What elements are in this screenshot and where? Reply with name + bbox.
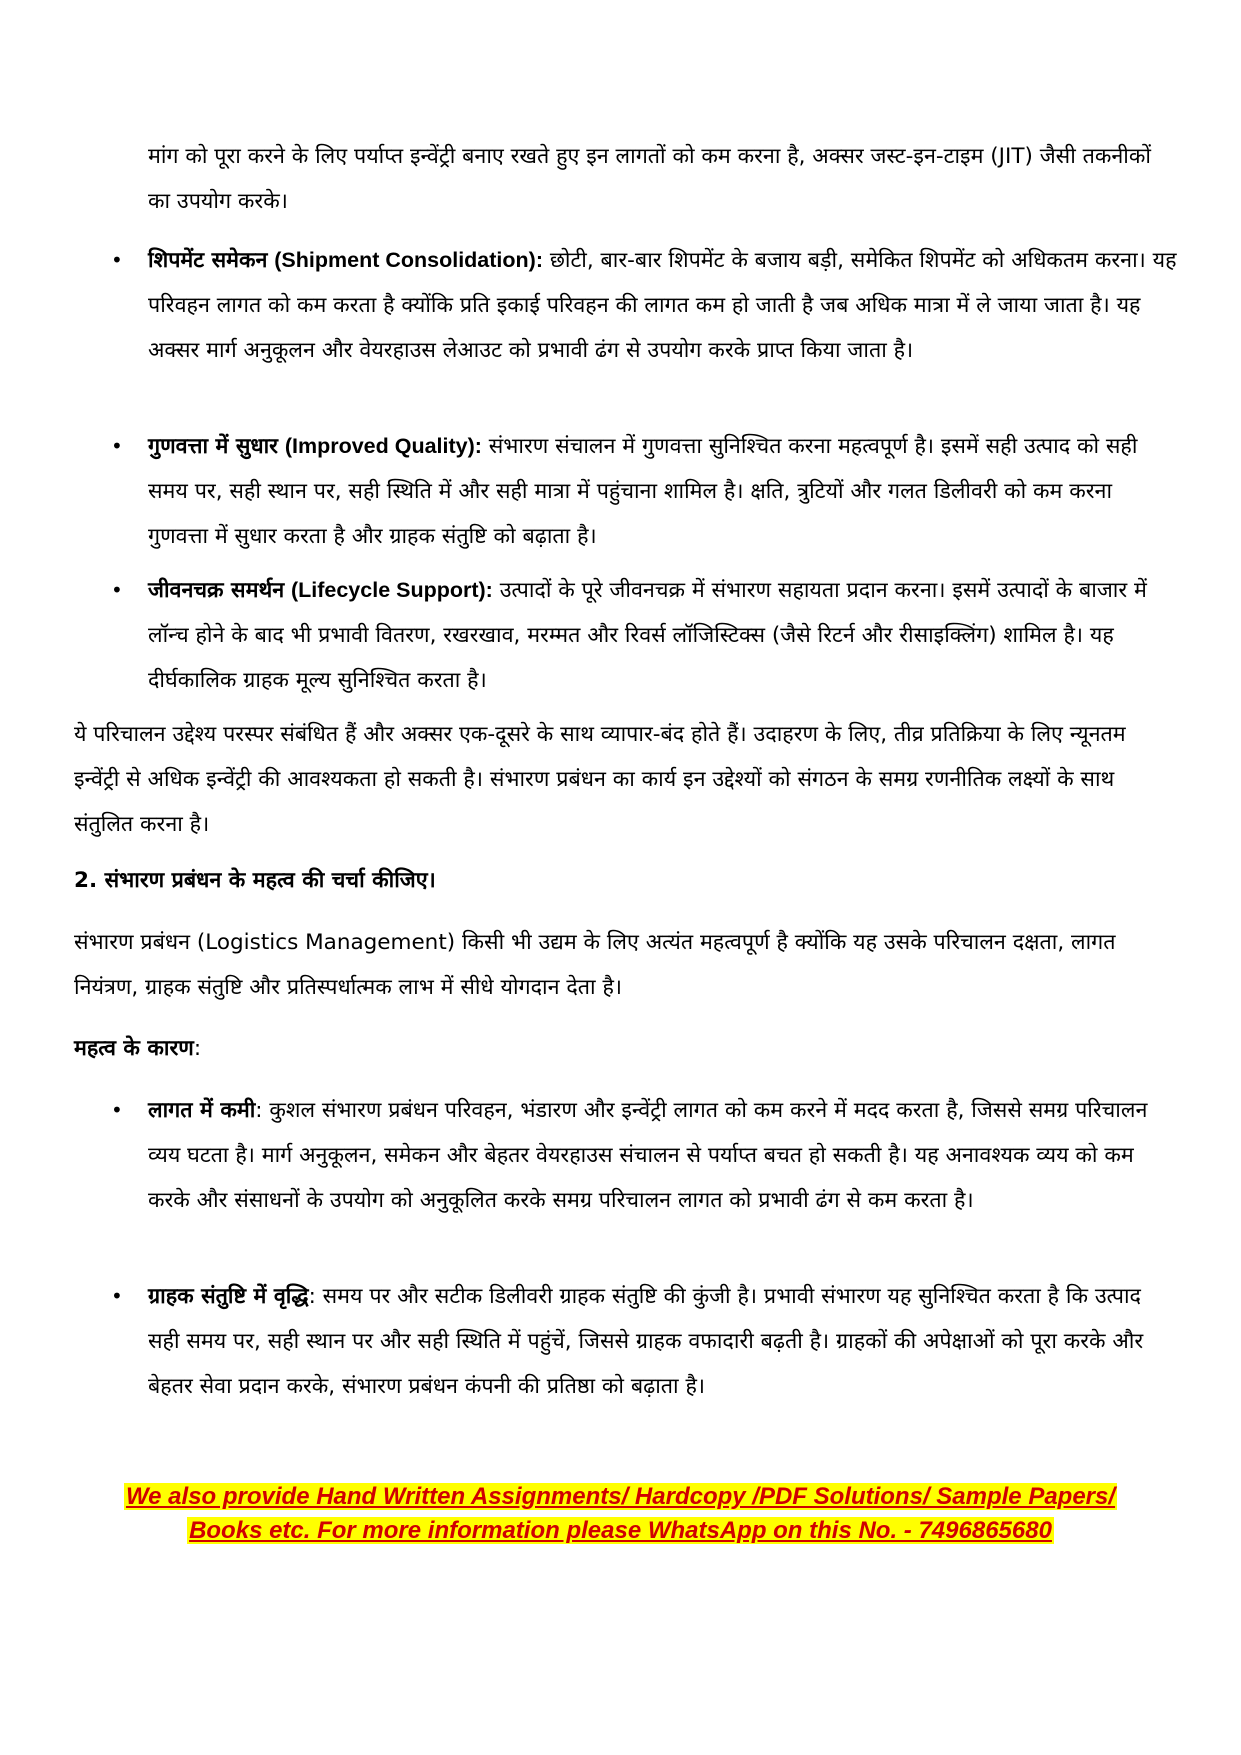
summary-paragraph [74,712,1174,847]
reasons-heading-colon: : [193,1036,202,1061]
item-title: गुणवत्ता में सुधार [148,434,278,459]
list-item [148,424,1178,559]
item-english-title: (Lifecycle Support): [290,578,493,602]
item-body: छोटी, बार-बार शिपमेंट के बजाय बड़ी, समेकित शिपमेंट को अधिकतम करना। यह परिवहन लागत को कम करता है क्योंकि प्रति इकाई परिवहन की लागत कम हो जाती है जब अधिक मात्रा में ले जाया जाता है। यह अक्सर मार्ग अनुकूलन और वेयरहाउस लेआउट को प्रभावी ढंग से उपयोग करके प्राप्त किया जाता है। [148,248,1177,363]
bullet-icon: • [111,1098,123,1122]
promo-line-1: We also provide Hand Written Assignments/ Hardcopy /PDF Solutions/ Sample Papers/ [125,1483,1116,1510]
item-english-title: (Shipment Consolidation): [274,248,543,272]
item-body: : कुशल संभारण प्रबंधन परिवहन, भंडारण और इन्वेंट्री लागत को कम करने में मदद करता है, जिससे समग्र परिचालन व्यय घटता है। मार्ग अनुकूलन, समेकन और बेहतर वेयरहाउस संचालन से पर्याप्त बचत हो सकती है। यह अनावश्यक व्यय को कम करके और संसाधनों के उपयोग को अनुकूलित करके समग्र परिचालन लागत को प्रभावी ढंग से कम करता है। [148,1098,1148,1213]
promo-footer [0,1480,1241,1548]
list-item [148,1088,1178,1223]
item-body: उत्पादों के पूरे जीवनचक्र में संभारण सहायता प्रदान करना। इसमें उत्पादों के बाजार में लॉन्च होने के बाद भी प्रभावी वितरण, रखरखाव, मरम्मत और रिवर्स लॉजिस्टिक्स (जैसे रिटर्न और रीसाइक्लिंग) शामिल है। यह दीर्घकालिक ग्राहक मूल्य सुनिश्चित करता है। [148,578,1147,693]
item-english-title: (Improved Quality): [284,434,482,458]
question-heading [74,858,1174,903]
item-title: लागत में कमी [148,1098,256,1123]
item-title: जीवनचक्र समर्थन [148,578,285,603]
list-item [148,1274,1178,1409]
item-body: संभारण संचालन में गुणवत्ता सुनिश्चित करना महत्वपूर्ण है। इसमें सही उत्पाद को सही समय पर, सही स्थान पर, सही स्थिति में और सही मात्रा में पहुंचाना शामिल है। क्षति, त्रुटियों और गलत डिलीवरी को कम करना गुणवत्ता में सुधार करता है और ग्राहक संतुष्टि को बढ़ाता है। [148,434,1138,549]
continuation-paragraph [148,134,1178,224]
question-text: 2. संभारण प्रबंधन के महत्व की चर्चा कीजिए। [74,868,436,893]
bullet-icon: • [111,1284,123,1308]
reasons-heading [74,1026,1174,1071]
item-title: ग्राहक संतुष्टि में वृद्धि [148,1284,309,1309]
promo-line-2: Books etc. For more information please WhatsApp on this No. - 7496865680 [189,1517,1052,1544]
bullet-icon: • [111,248,123,272]
reasons-heading-text: महत्व के कारण [74,1036,194,1061]
item-title: शिपमेंट समेकन [148,248,268,273]
list-item [148,238,1178,373]
list-item [148,568,1178,703]
bullet-icon: • [111,578,123,602]
intro-paragraph [74,920,1174,1010]
bullet-icon: • [111,434,123,458]
continuation-text: मांग को पूरा करने के लिए पर्याप्त इन्वेंट्री बनाए रखते हुए इन लागतों को कम करना है, अक्सर जस्ट-इन-टाइम (JIT) जैसी तकनीकों का उपयोग करके। [148,144,1151,214]
summary-text: ये परिचालन उद्देश्य परस्पर संबंधित हैं और अक्सर एक-दूसरे के साथ व्यापार-बंद होते हैं। उदाहरण के लिए, तीव्र प्रतिक्रिया के लिए न्यूनतम इन्वेंट्री से अधिक इन्वेंट्री की आवश्यकता हो सकती है। संभारण प्रबंधन का कार्य इन उद्देश्यों को संगठन के समग्र रणनीतिक लक्ष्यों के साथ संतुलित करना है। [74,722,1126,837]
intro-text: संभारण प्रबंधन (Logistics Management) किसी भी उद्यम के लिए अत्यंत महत्वपूर्ण है क्योंकि यह उसके परिचालन दक्षता, लागत नियंत्रण, ग्राहक संतुष्टि और प्रतिस्पर्धात्मक लाभ में सीधे योगदान देता है। [74,930,1116,1000]
item-body: : समय पर और सटीक डिलीवरी ग्राहक संतुष्टि की कुंजी है। प्रभावी संभारण यह सुनिश्चित करता है कि उत्पाद सही समय पर, सही स्थान पर और सही स्थिति में पहुंचें, जिससे ग्राहक वफादारी बढ़ती है। ग्राहकों की अपेक्षाओं को पूरा करके और बेहतर सेवा प्रदान करके, संभारण प्रबंधन कंपनी की प्रतिष्ठा को बढ़ाता है। [148,1284,1144,1399]
